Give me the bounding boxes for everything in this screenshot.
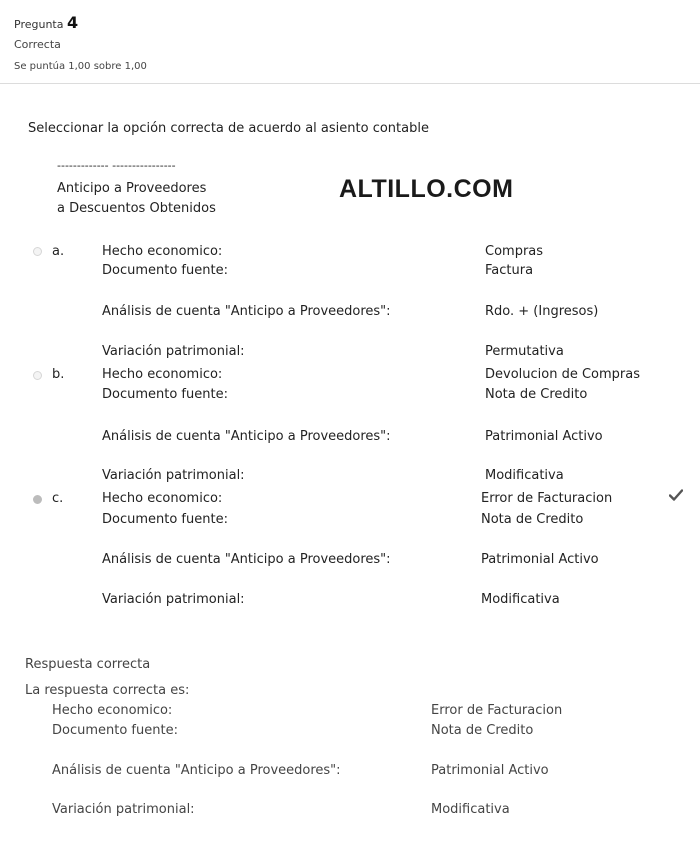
- variacion-value: Modificativa: [481, 592, 560, 607]
- radio-option-b[interactable]: [33, 371, 42, 380]
- analisis-label: Análisis de cuenta "Anticipo a Proveedores":: [102, 429, 391, 444]
- entry-dashes: ------------- ----------------: [57, 159, 176, 172]
- hecho-label: Hecho economico:: [102, 491, 223, 506]
- hecho-value: Compras: [485, 244, 544, 259]
- option-letter: a.: [52, 244, 65, 259]
- feedback-doc-label: Documento fuente:: [52, 723, 178, 738]
- question-grade: Se puntúa 1,00 sobre 1,00: [14, 61, 147, 72]
- option-letter: b.: [52, 367, 65, 382]
- entry-debit: Anticipo a Proveedores: [57, 181, 207, 196]
- entry-credit: a Descuentos Obtenidos: [57, 201, 216, 216]
- question-info: [0, 0, 700, 84]
- hecho-value: Devolucion de Compras: [485, 367, 641, 382]
- variacion-label: Variación patrimonial:: [102, 344, 245, 359]
- variacion-label: Variación patrimonial:: [102, 468, 245, 483]
- question-number-value: 4: [66, 13, 79, 32]
- analisis-value: Patrimonial Activo: [481, 552, 599, 567]
- question-text: Seleccionar la opción correcta de acuerdo al asiento contable: [28, 121, 429, 136]
- feedback-title: Respuesta correcta: [25, 657, 151, 672]
- checkmark-icon: [669, 489, 683, 501]
- doc-label: Documento fuente:: [102, 263, 228, 278]
- hecho-label: Hecho economico:: [102, 244, 223, 259]
- radio-option-c[interactable]: [33, 495, 42, 504]
- variacion-value: Permutativa: [485, 344, 564, 359]
- analisis-value: Rdo. + (Ingresos): [485, 304, 599, 319]
- question-state: Correcta: [14, 38, 61, 51]
- doc-value: Factura: [485, 263, 534, 278]
- feedback-analisis-value: Patrimonial Activo: [431, 763, 549, 778]
- feedback-variacion-label: Variación patrimonial:: [52, 802, 195, 817]
- analisis-label: Análisis de cuenta "Anticipo a Proveedores":: [102, 304, 391, 319]
- variacion-label: Variación patrimonial:: [102, 592, 245, 607]
- feedback-intro: La respuesta correcta es:: [25, 683, 190, 698]
- option-letter: c.: [52, 491, 64, 506]
- analisis-value: Patrimonial Activo: [485, 429, 603, 444]
- hecho-value: Error de Facturacion: [481, 491, 613, 506]
- hecho-label: Hecho economico:: [102, 367, 223, 382]
- feedback-doc-value: Nota de Credito: [431, 723, 534, 738]
- feedback-hecho-label: Hecho economico:: [52, 703, 173, 718]
- feedback-analisis-label: Análisis de cuenta "Anticipo a Proveedores":: [52, 763, 341, 778]
- question-label: Pregunta: [14, 18, 64, 31]
- question-number: [14, 13, 78, 32]
- analisis-label: Análisis de cuenta "Anticipo a Proveedores":: [102, 552, 391, 567]
- doc-label: Documento fuente:: [102, 512, 228, 527]
- feedback-hecho-value: Error de Facturacion: [431, 703, 563, 718]
- variacion-value: Modificativa: [485, 468, 564, 483]
- doc-label: Documento fuente:: [102, 387, 228, 402]
- watermark: ALTILLO.COM: [339, 175, 514, 203]
- feedback-variacion-value: Modificativa: [431, 802, 510, 817]
- doc-value: Nota de Credito: [481, 512, 584, 527]
- doc-value: Nota de Credito: [485, 387, 588, 402]
- radio-option-a[interactable]: [33, 247, 42, 256]
